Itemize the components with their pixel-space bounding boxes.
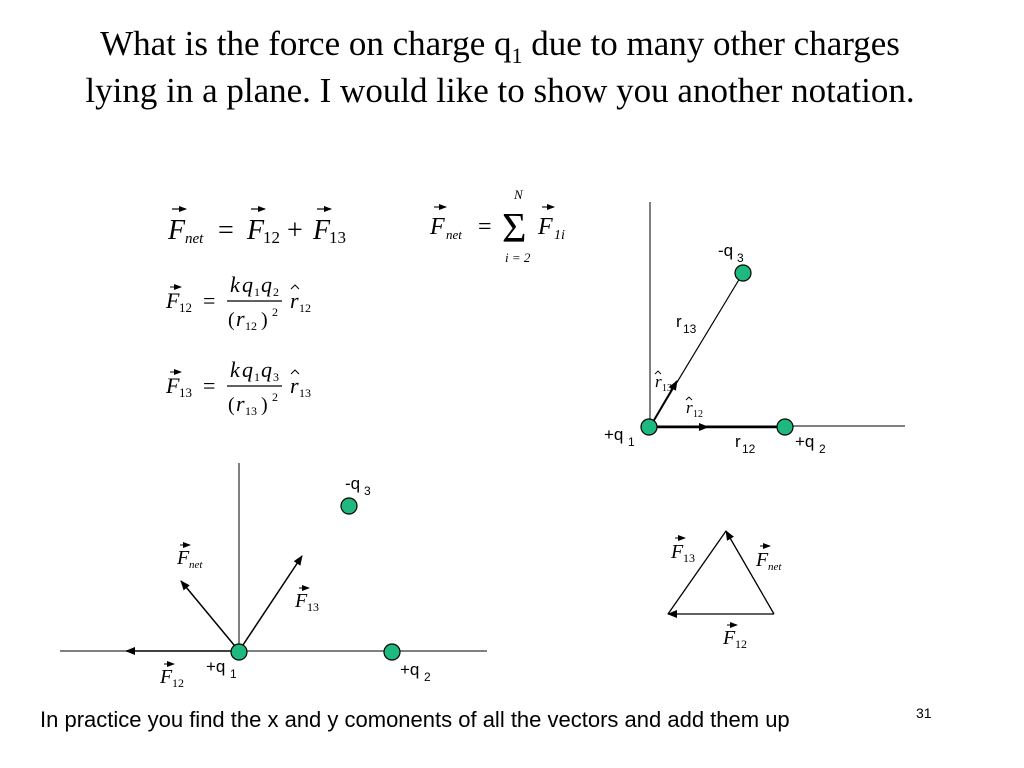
eq-F: F xyxy=(166,288,180,313)
eq-exponent: 2 xyxy=(272,305,278,319)
charge-q2 xyxy=(777,419,793,435)
eq-paren: ) xyxy=(261,309,268,331)
force-vector-diagram xyxy=(60,463,487,690)
eq-k: k xyxy=(230,272,240,297)
f13-sub: 13 xyxy=(683,551,695,565)
r13-hat-sub: 13 xyxy=(662,383,672,394)
r13-label: r xyxy=(676,312,682,331)
eq-q: q xyxy=(261,272,272,297)
title-part1: What is the force on charge q xyxy=(100,24,512,63)
f12-label: F xyxy=(160,666,173,688)
fnet-label: F xyxy=(177,547,190,569)
eq-sub: net xyxy=(185,231,204,247)
charge-q3 xyxy=(341,498,357,514)
q3-label: -q xyxy=(718,241,734,260)
sigma-symbol: Σ xyxy=(502,206,527,252)
charge-q3 xyxy=(735,265,751,281)
eq-plus: + xyxy=(287,215,303,246)
eq-F: F xyxy=(166,373,180,398)
r12-hat-sub: 12 xyxy=(693,409,703,420)
q3-label: -q xyxy=(345,474,361,493)
q2-sub: 2 xyxy=(424,670,431,684)
force-fnet-vector xyxy=(726,531,774,614)
eq-paren: ( xyxy=(228,394,235,416)
eq-sub: 12 xyxy=(299,301,311,315)
eq-sub: 12 xyxy=(245,319,257,333)
eq-sub: 1i xyxy=(554,228,565,243)
charge-q1 xyxy=(231,644,247,660)
eq-F: F xyxy=(430,214,445,240)
eq-paren: ( xyxy=(228,309,235,331)
sum-upper-limit: N xyxy=(514,187,523,202)
f13-label: F xyxy=(671,541,684,563)
f13-sub: 13 xyxy=(307,600,319,614)
title-sub: 1 xyxy=(511,43,523,68)
force-f13-vector xyxy=(239,556,302,651)
eq-sub: 1 xyxy=(254,285,260,299)
eq-sub: 13 xyxy=(245,404,257,418)
eq-sub: 13 xyxy=(179,385,192,400)
f12-sub: 12 xyxy=(172,676,184,690)
vector-addition-triangle xyxy=(668,531,782,651)
eq-q: q xyxy=(242,357,253,382)
eq-F: F xyxy=(168,215,186,246)
eq-sub: net xyxy=(446,227,462,242)
r12-hat-label: r xyxy=(686,398,693,417)
eq-sub: 1 xyxy=(254,370,260,384)
title-part2: due to many other charges lying in a plane. I would like to show you another notation. xyxy=(85,24,915,110)
equation-f12-coulomb xyxy=(165,272,311,333)
slide-footer-note: In practice you find the x and y comonents of all the vectors and add them up xyxy=(40,707,790,732)
sum-lower-limit: i = 2 xyxy=(505,250,531,265)
q1-sub: 1 xyxy=(628,435,635,449)
eq-paren: ) xyxy=(261,394,268,416)
charge-position-diagram xyxy=(604,202,905,456)
eq-sub: 3 xyxy=(273,370,279,384)
eq-r-hat: r xyxy=(290,373,299,398)
slide-number: 31 xyxy=(916,705,932,721)
eq-equals: = xyxy=(218,215,234,246)
fnet-sub: net xyxy=(768,561,782,573)
fnet-sub: net xyxy=(189,559,203,571)
f12-label: F xyxy=(723,627,736,649)
charge-q1 xyxy=(641,419,657,435)
q1-label: +q xyxy=(206,657,226,676)
eq-k: k xyxy=(230,357,240,382)
eq-F: F xyxy=(538,214,553,240)
charge-q2 xyxy=(384,644,400,660)
eq-F: F xyxy=(247,215,265,246)
q2-label: +q xyxy=(795,432,815,451)
eq-equals: = xyxy=(478,214,492,240)
f12-sub: 12 xyxy=(735,637,747,651)
eq-sub: 12 xyxy=(179,300,192,315)
q1-label: +q xyxy=(604,425,624,444)
q2-label: +q xyxy=(400,660,420,679)
q1-sub: 1 xyxy=(230,667,237,681)
equation-fnet-sum xyxy=(167,209,346,247)
equation-f13-coulomb xyxy=(165,357,311,418)
eq-q: q xyxy=(242,272,253,297)
force-fnet-vector xyxy=(181,581,239,651)
r13-hat-label: r xyxy=(655,372,662,391)
r12-sub: 12 xyxy=(742,442,756,456)
q2-sub: 2 xyxy=(819,442,826,456)
eq-sub: 13 xyxy=(299,386,311,400)
eq-F: F xyxy=(313,215,331,246)
fnet-label: F xyxy=(756,549,769,571)
eq-exponent: 2 xyxy=(272,390,278,404)
eq-r: r xyxy=(236,306,245,331)
r12-label: r xyxy=(735,432,741,451)
eq-r: r xyxy=(236,391,245,416)
eq-r-hat: r xyxy=(290,288,299,313)
eq-equals: = xyxy=(203,373,216,398)
eq-equals: = xyxy=(203,288,216,313)
f13-label: F xyxy=(295,590,308,612)
q3-sub: 3 xyxy=(364,484,371,498)
eq-q: q xyxy=(261,357,272,382)
eq-sub: 12 xyxy=(263,228,280,247)
r13-sub: 13 xyxy=(683,322,697,336)
equation-fnet-summation xyxy=(429,187,565,265)
q3-sub: 3 xyxy=(737,251,744,265)
eq-sub: 2 xyxy=(273,285,279,299)
eq-sub: 13 xyxy=(329,228,346,247)
